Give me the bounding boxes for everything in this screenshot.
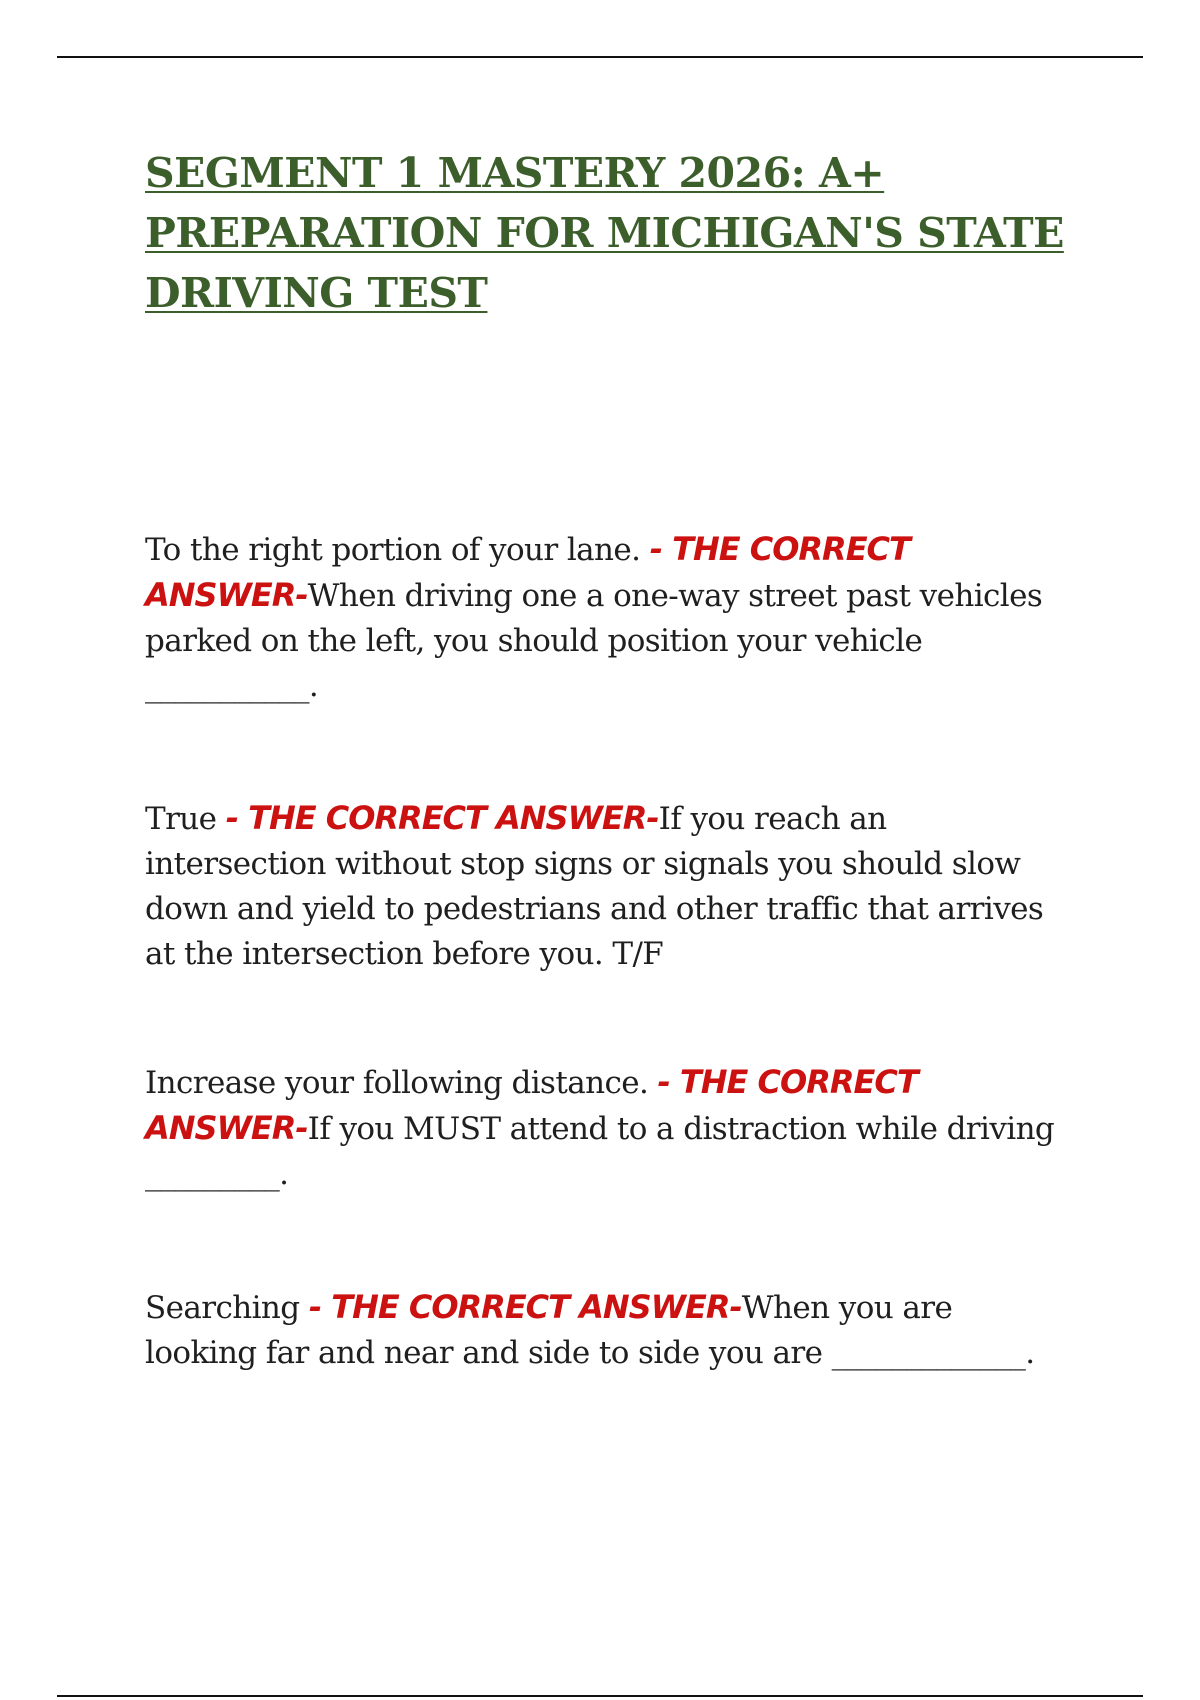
correct-answer-marker: - THE CORRECT ANSWER-	[145, 1063, 918, 1147]
answer-text: To the right portion of your lane.	[145, 532, 641, 568]
bottom-rule	[57, 1695, 1143, 1697]
correct-answer-marker: - THE CORRECT ANSWER-	[225, 799, 659, 837]
question-text: If you reach an intersection without stop signs or signals you should slow down and yield to pedestrians and other traffic that arrives at the intersection before you. T/F	[145, 801, 1044, 972]
answer-text: Searching	[145, 1290, 300, 1326]
qa-item	[145, 527, 1065, 709]
question-text: When driving one a one-way street past vehicles parked on the left, you should position your vehicle ___________.	[145, 578, 1043, 704]
qa-item	[145, 796, 1065, 977]
qa-item	[145, 1060, 1065, 1197]
question-text: When you are looking far and near and side to side you are _____________.	[145, 1290, 1035, 1371]
answer-text: Increase your following distance.	[145, 1065, 649, 1101]
top-rule	[57, 56, 1143, 58]
question-text: If you MUST attend to a distraction while driving _________.	[145, 1111, 1055, 1192]
correct-answer-marker: - THE CORRECT ANSWER-	[145, 530, 910, 614]
document-title: SEGMENT 1 MASTERY 2026: A+ PREPARATION FOR MICHIGAN'S STATE DRIVING TEST	[145, 149, 1064, 317]
answer-text: True	[145, 801, 217, 837]
qa-item	[145, 1285, 1065, 1376]
correct-answer-marker: - THE CORRECT ANSWER-	[308, 1288, 742, 1326]
